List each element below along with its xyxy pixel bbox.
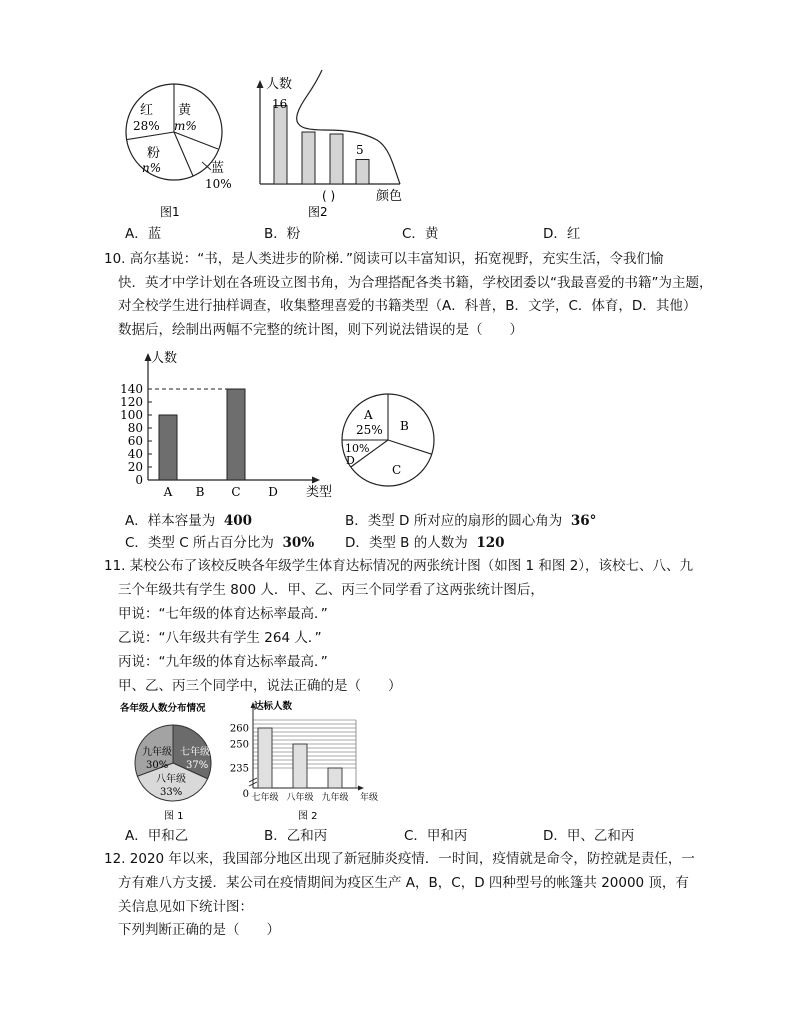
q10-ylabel: 人数	[151, 351, 178, 366]
q10-option-c	[125, 535, 314, 551]
q11-fig2-caption: 图 2	[298, 811, 318, 822]
q10-pie-chart	[340, 392, 440, 492]
q9-fig2-bar-2	[302, 132, 315, 184]
q9-fig1-pie-chart	[112, 82, 242, 222]
q9-slice-value-yellow: m%	[174, 119, 197, 133]
q11-fig2-ylabel: 达标人数	[254, 701, 293, 712]
q10-pie-label-c: C	[392, 463, 402, 477]
q10-pie-value-d: 10%	[345, 442, 370, 455]
q9-slice-value-pink: n%	[142, 161, 162, 175]
q11-bar-9	[328, 768, 342, 788]
q10-option-c-text: C．类型 C 所占百分比为	[125, 535, 274, 551]
q11-pie-label-seventh: 七年级	[180, 747, 210, 758]
q11-fig2-ytick-labels	[230, 724, 249, 801]
q9-fig2-xlabel: 颜色	[376, 189, 403, 204]
q10-xtick-D: D	[268, 485, 278, 499]
q10-yticks	[120, 382, 152, 487]
q11-xtick-label: 九年级	[321, 793, 349, 803]
q11-line-1: 11. 某校公布了该校反映各年级学生体育达标情况的两张统计图（如图 1 和图 2），该校七、八、九	[104, 558, 694, 574]
q12-line-3: 关信息见如下统计图：	[118, 899, 253, 915]
q11-fig2-bars	[258, 728, 342, 788]
q11-pie-value-seventh: 37%	[186, 760, 209, 771]
q9-fig2-bars	[274, 106, 369, 184]
q10-option-d	[345, 535, 505, 551]
q11-line-2: 三个年级共有学生 800 人．甲、乙、丙三个同学看了这两张统计图后，	[118, 582, 544, 598]
q11-pie-value-ninth: 30%	[146, 760, 169, 771]
q10-option-d-text: D．类型 B 的人数为	[345, 535, 468, 551]
q11-option-a: A．甲和乙	[125, 828, 189, 844]
q9-fig2-y-arrow	[257, 80, 264, 88]
q10-pie-value-a: 25%	[356, 423, 383, 437]
q11-line-4: 乙说：“八年级共有学生 264 人．”	[118, 630, 322, 646]
q9-slice-label-pink: 粉	[147, 146, 161, 161]
q11-fig2-bar-chart	[229, 698, 382, 824]
q10-bar-C	[227, 389, 245, 480]
q9-slice-label-yellow: 黄	[178, 103, 192, 118]
q9-fig2-ylabel: 人数	[266, 77, 293, 92]
q9-slice-label-red: 红	[140, 103, 154, 118]
q10-ytick-label: 80	[127, 421, 143, 435]
q10-xtick-C: C	[231, 485, 241, 499]
q9-fig1-caption: 图1	[160, 205, 180, 219]
q11-ytick-label: 235	[229, 763, 249, 775]
q10-xticks	[163, 485, 278, 499]
q10-xtick-A: A	[163, 485, 173, 499]
q10-option-a-text: A．样本容量为	[125, 513, 216, 529]
q10-option-a-value: 400	[223, 513, 253, 529]
q10-ytick-label: 120	[120, 395, 143, 409]
q9-fig2-bar-label-1: 16	[272, 97, 288, 111]
q9-fig2-caption: 图2	[308, 205, 328, 219]
q11-line-3: 甲说：“七年级的体育达标率最高．”	[118, 606, 328, 622]
q9-fig2-bar-chart	[252, 70, 412, 222]
q9-slice-value-blue: 10%	[205, 177, 232, 191]
q11-pie-value-eighth: 33%	[160, 787, 183, 798]
q11-xtick-label: 八年级	[286, 793, 314, 803]
q10-ytick-label: 60	[127, 434, 143, 448]
q9-fig2-blank: ( )	[322, 189, 336, 203]
q11-pie-label-eighth: 八年级	[156, 774, 186, 785]
q10-option-b-value: 36°	[570, 513, 597, 529]
q10-x-arrow	[312, 477, 320, 484]
q10-xlabel: 类型	[306, 485, 333, 500]
q9-fig2-bar-3	[330, 134, 343, 184]
q10-ytick-label: 40	[127, 447, 143, 461]
q10-ytick-label: 20	[127, 460, 143, 474]
q10-xtick-B: B	[195, 485, 205, 499]
q11-line-5: 丙说：“九年级的体育达标率最高．”	[118, 654, 328, 670]
q11-fig2-xlabel: 年级	[360, 793, 379, 803]
q11-fig1-caption: 图 1	[164, 811, 184, 822]
q10-pie-divider-right	[388, 440, 432, 454]
q10-ytick-label: 140	[120, 382, 143, 396]
q11-ytick-label: 0	[242, 789, 249, 800]
q12-line-2: 方有难八方支援．某公司在疫情期间为疫区生产 A，B，C，D 四种型号的帐篷共 20000 顶，有	[118, 875, 689, 891]
q11-option-c: C．甲和丙	[404, 828, 468, 844]
q10-line-3: 对全校学生进行抽样调查，收集整理喜爱的书籍类型（A．科普，B．文学，C．体育，D．其他）	[118, 298, 697, 314]
q11-fig1-title: 各年级人数分布情况	[120, 703, 206, 714]
q11-line-6: 甲、乙、丙三个同学中，说法正确的是（ ）	[118, 678, 402, 694]
q10-pie-label-a: A	[364, 408, 373, 422]
q10-option-d-value: 120	[476, 535, 505, 551]
q12-line-1: 12. 2020 年以来，我国部分地区出现了新冠肺炎疫情．一时间，疫情就是命令，防控就是责任，一	[104, 851, 695, 867]
q11-ytick-label: 250	[229, 739, 249, 751]
q9-option-a: A．蓝	[125, 226, 162, 242]
q9-blue-leader	[202, 162, 211, 170]
q11-fig2-xtick-labels	[251, 791, 348, 803]
q11-ytick-label: 260	[229, 723, 249, 735]
q9-fig2-bar-label-4: 5	[356, 143, 364, 157]
q12-line-4: 下列判断正确的是（ ）	[118, 922, 280, 938]
q9-fig2-bar-1	[274, 106, 287, 184]
q10-pie-label-d: D	[346, 454, 355, 467]
q9-fig2-bar-4	[356, 160, 369, 185]
q10-pie-label-b: B	[400, 419, 409, 433]
q11-option-d: D．甲、乙和丙	[543, 828, 635, 844]
q11-bar-8	[293, 744, 307, 788]
q9-slice-value-red: 28%	[133, 119, 160, 133]
q9-option-c: C．黄	[402, 226, 439, 242]
q10-ytick-label: 0	[135, 473, 143, 487]
q10-option-b-text: B．类型 D 所对应的扇形的圆心角为	[345, 513, 563, 529]
q11-bar-7	[258, 728, 272, 788]
q11-option-b: B．乙和丙	[264, 828, 328, 844]
q10-line-2: 快．英才中学计划在各班设立图书角，为合理搭配各类书籍，学校团委以“我最喜爱的书籍”为主题，	[118, 275, 713, 291]
q10-bars	[159, 389, 245, 480]
q10-line-4: 数据后，绘制出两幅不完整的统计图，则下列说法错误的是（ ）	[118, 322, 523, 338]
q10-bar-chart	[118, 350, 338, 500]
q10-option-a	[125, 513, 252, 529]
q9-option-b: B．粉	[264, 226, 301, 242]
q10-bar-A	[159, 415, 177, 480]
q10-line-1: 10. 高尔基说：“书，是人类进步的阶梯．”阅读可以丰富知识，拓宽视野，充实生活，令我们愉	[104, 251, 664, 267]
q11-fig2-x-arrow	[358, 786, 364, 791]
q9-option-d: D．红	[543, 226, 581, 242]
q9-pie-divider-left	[127, 132, 174, 140]
q10-option-c-value: 30%	[282, 535, 315, 551]
q11-fig1-pie-chart	[118, 700, 228, 824]
q10-option-b	[345, 513, 596, 529]
q9-slice-label-blue: 蓝	[211, 161, 225, 176]
q11-xtick-label: 七年级	[251, 793, 279, 803]
q11-pie-label-ninth: 九年级	[142, 747, 172, 758]
q10-ytick-label: 100	[120, 408, 143, 422]
